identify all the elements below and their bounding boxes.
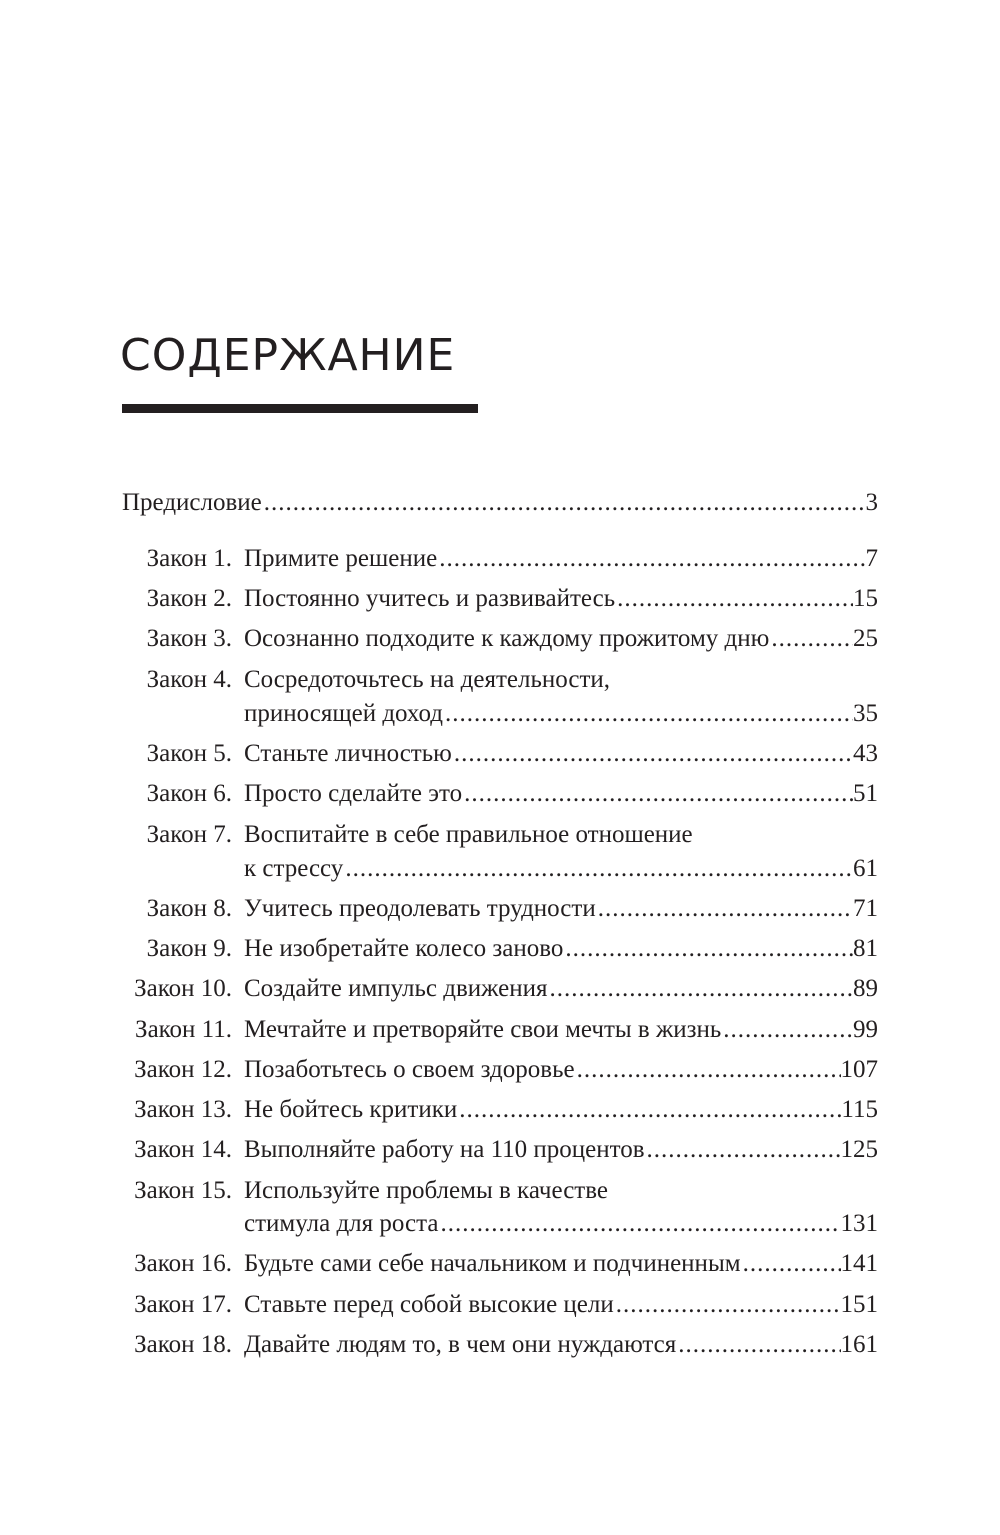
toc-page-number: 107 [840, 1056, 878, 1083]
toc-entry-title: Выполняйте работу на 110 процентов [244, 1136, 645, 1163]
law-number: Закон 9. [146, 935, 232, 962]
toc-entry-title: к стрессу [244, 855, 344, 882]
dot-leader [547, 969, 853, 1009]
law-number: Закон 6. [146, 780, 232, 807]
dot-leader [676, 1325, 840, 1365]
toc-page-number: 25 [853, 625, 878, 652]
toc-entry-title: приносящей доход [244, 700, 443, 727]
toc-page-number: 161 [840, 1331, 878, 1358]
toc-entry-title: Позаботьтесь о своем здоровье [244, 1056, 575, 1083]
toc-entry-title: Не изобретайте колесо заново [244, 935, 564, 962]
dot-leader [596, 889, 853, 929]
law-number: Закон 12. [134, 1056, 232, 1083]
dot-leader [262, 483, 866, 523]
dot-leader [575, 1050, 841, 1090]
toc-entry-title: Давайте людям то, в чем они нуждаются [244, 1331, 677, 1358]
toc-entry [0, 539, 1000, 579]
toc-entry [0, 1244, 1000, 1284]
dot-leader [462, 774, 853, 814]
page-title: СОДЕРЖАНИЕ [120, 330, 456, 381]
toc-entry [0, 1130, 1000, 1170]
toc-page-number: 131 [840, 1210, 878, 1237]
dot-leader [438, 1204, 840, 1244]
toc-entry [0, 734, 1000, 774]
dot-leader [563, 929, 853, 969]
dot-leader [437, 539, 865, 579]
toc-entry-title: Мечтайте и претворяйте свои мечты в жизнь [244, 1016, 722, 1043]
toc-entry-title: Примите решение [244, 545, 438, 572]
dot-leader [645, 1130, 841, 1170]
law-number: Закон 16. [134, 1250, 232, 1277]
toc-page-number: 125 [840, 1136, 878, 1163]
toc-entry-continuation [0, 694, 1000, 734]
toc-entry [0, 1285, 1000, 1325]
toc-entry-title: Ставьте перед собой высокие цели [244, 1291, 614, 1318]
toc-entry-title: Будьте сами себе начальником и подчиненным [244, 1250, 741, 1277]
toc-page-number: 15 [853, 585, 878, 612]
toc-page-number: 115 [841, 1096, 878, 1123]
law-number: Закон 13. [134, 1096, 232, 1123]
toc-entry [0, 889, 1000, 929]
toc-entry-title-line1: Используйте проблемы в качестве [244, 1177, 608, 1204]
law-number: Закон 4. [146, 666, 232, 693]
toc-page-number: 51 [853, 780, 878, 807]
toc-page-number: 7 [865, 545, 878, 572]
toc-entry-title: Не бойтесь критики [244, 1096, 458, 1123]
law-number: Закон 17. [134, 1291, 232, 1318]
dot-leader [452, 734, 853, 774]
toc-entry-title: стимула для роста [244, 1210, 439, 1237]
dot-leader [457, 1090, 841, 1130]
law-number: Закон 8. [146, 895, 232, 922]
toc-entry [0, 1325, 1000, 1365]
dot-leader [614, 1285, 841, 1325]
toc-entry-title: Осознанно подходите к каждому прожитому дню [244, 625, 770, 652]
toc-entry [0, 774, 1000, 814]
toc-page-number: 81 [853, 935, 878, 962]
toc-entry [0, 619, 1000, 659]
dot-leader [769, 619, 853, 659]
dot-leader [443, 694, 853, 734]
toc-page-number: 89 [853, 975, 878, 1002]
toc-entry-title: Учитесь преодолевать трудности [244, 895, 596, 922]
law-number: Закон 3. [146, 625, 232, 652]
toc-page-number: 43 [853, 740, 878, 767]
toc-entry-title-line1: Воспитайте в себе правильное отношение [244, 821, 693, 848]
law-number: Закон 15. [134, 1177, 232, 1204]
toc-entry [0, 1010, 1000, 1050]
toc-entry-title: Предисловие [122, 489, 262, 516]
toc-page-number: 61 [853, 855, 878, 882]
toc-entry-continuation [0, 849, 1000, 889]
toc-page-number: 3 [865, 489, 878, 516]
law-number: Закон 10. [134, 975, 232, 1002]
toc-preface [0, 483, 1000, 523]
toc-entry-title: Постоянно учитесь и развивайтесь [244, 585, 616, 612]
toc-entry [0, 1090, 1000, 1130]
toc-page-number: 151 [840, 1291, 878, 1318]
toc-entry-title: Просто сделайте это [244, 780, 463, 807]
toc-entry-continuation [0, 1204, 1000, 1244]
law-number: Закон 1. [146, 545, 232, 572]
dot-leader [343, 849, 853, 889]
toc-page-number: 35 [853, 700, 878, 727]
toc-entry-title: Станьте личностью [244, 740, 452, 767]
law-number: Закон 14. [134, 1136, 232, 1163]
law-number: Закон 18. [134, 1331, 232, 1358]
toc-page-number: 99 [853, 1016, 878, 1043]
dot-leader [615, 579, 853, 619]
law-number: Закон 11. [135, 1016, 232, 1043]
toc-page-number: 141 [840, 1250, 878, 1277]
dot-leader [721, 1010, 853, 1050]
toc-entry-title-line1: Сосредоточьтесь на деятельности, [244, 666, 611, 693]
toc-entry [0, 929, 1000, 969]
law-number: Закон 2. [146, 585, 232, 612]
law-number: Закон 7. [146, 821, 232, 848]
toc-page-number: 71 [853, 895, 878, 922]
toc-entry [0, 579, 1000, 619]
toc-entry [0, 1050, 1000, 1090]
toc-entry-title: Создайте импульс движения [244, 975, 548, 1002]
toc-entry [0, 969, 1000, 1009]
dot-leader [741, 1244, 841, 1284]
law-number: Закон 5. [146, 740, 232, 767]
